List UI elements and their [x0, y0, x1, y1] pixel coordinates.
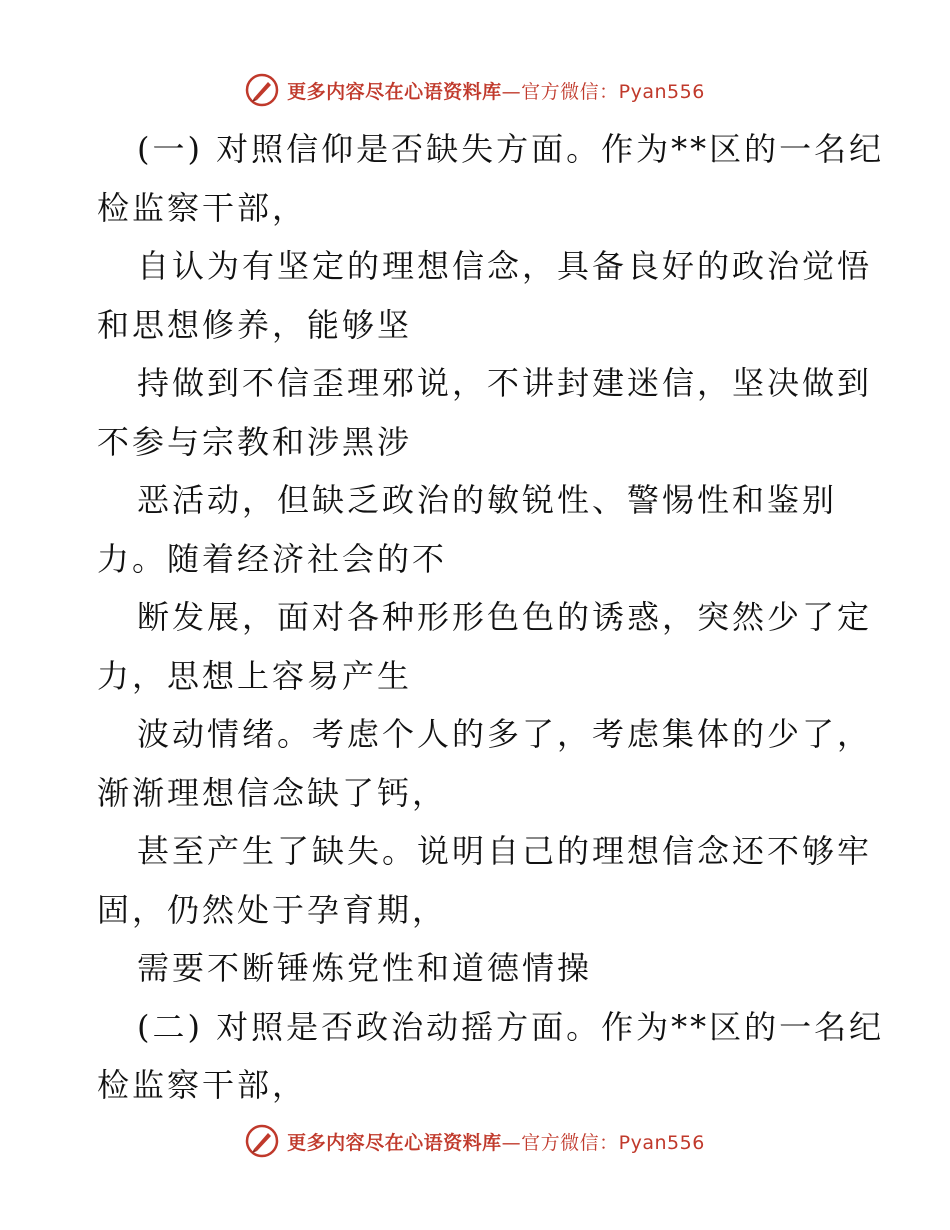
text-line: 检监察干部， [97, 188, 308, 227]
text-line: 恶活动，但缺乏政治的敏锐性、警惕性和鉴别 [137, 481, 838, 519]
text-line: 波动情绪。考虑个人的多了，考虑集体的少了， [137, 715, 873, 753]
footer-watermark [0, 1121, 950, 1161]
watermark-lead: 更多内容尽在心语资料库 [287, 1131, 502, 1154]
watermark-text [287, 77, 705, 104]
text-line: 自认为有坚定的理想信念，具备良好的政治觉悟 [137, 247, 873, 285]
text-line: 渐渐理想信念缺了钙， [97, 773, 448, 812]
text-line: 固，仍然处于孕育期， [97, 890, 448, 929]
text-line: 力。随着经济社会的不 [97, 539, 448, 578]
text-line: 需要不断锤炼党性和道德情操 [137, 949, 593, 987]
watermark-tail: —官方微信：Pyan556 [501, 1131, 705, 1154]
text-line: 甚至产生了缺失。说明自己的理想信念还不够牢 [137, 832, 873, 870]
quill-logo-icon [245, 73, 279, 107]
text-line: 不参与宗教和涉黑涉 [97, 422, 413, 461]
text-line: (一) 对照信仰是否缺失方面。作为**区的一名纪 [137, 130, 885, 168]
text-line: 检监察干部， [97, 1066, 308, 1104]
header-watermark [0, 70, 950, 110]
text-line: 力，思想上容易产生 [97, 656, 413, 695]
text-line: 和思想修养，能够坚 [97, 305, 413, 344]
quill-logo-icon [245, 1124, 279, 1158]
text-line: 持做到不信歪理邪说，不讲封建迷信，坚决做到 [137, 364, 873, 402]
watermark-tail: —官方微信：Pyan556 [501, 80, 705, 103]
watermark-text [287, 1128, 705, 1155]
watermark-lead: 更多内容尽在心语资料库 [287, 80, 502, 103]
text-line: 断发展，面对各种形形色色的诱惑，突然少了定 [137, 598, 873, 636]
text-line: (二) 对照是否政治动摇方面。作为**区的一名纪 [137, 1007, 885, 1046]
document-body [97, 120, 885, 1115]
